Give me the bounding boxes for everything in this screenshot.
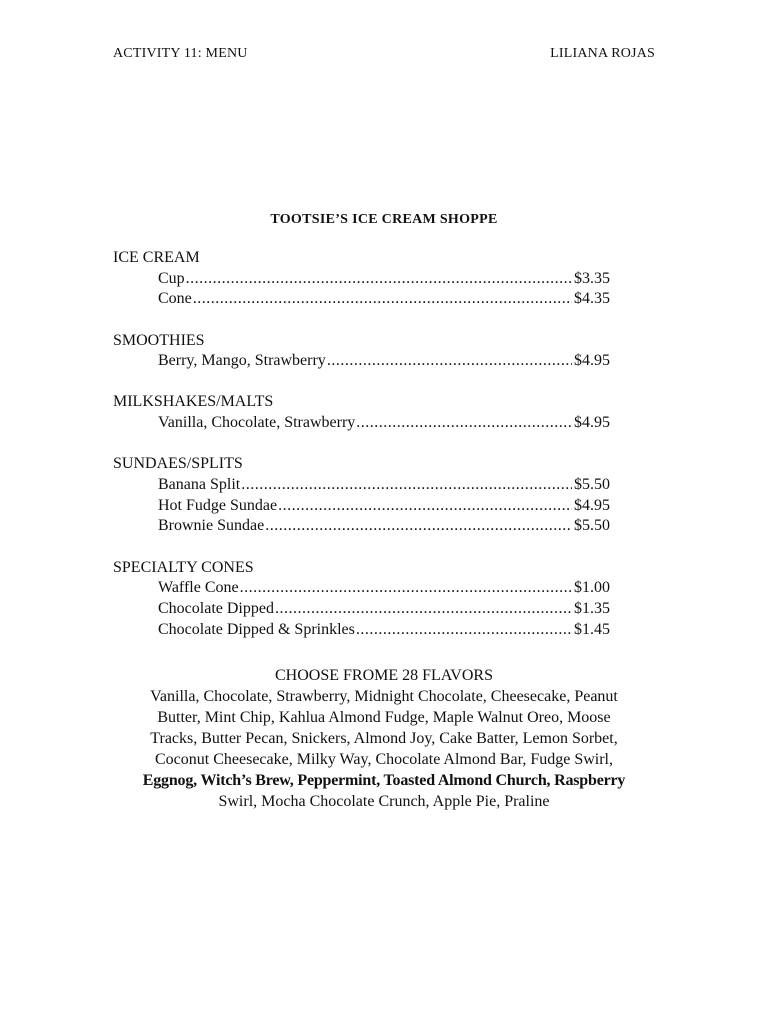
dot-leader	[278, 496, 572, 517]
section-title: ICE CREAM	[113, 249, 200, 266]
item-name: Berry, Mango, Strawberry	[158, 352, 326, 370]
item-price: $3.35	[574, 269, 610, 287]
section-title: MILKSHAKES/MALTS	[113, 393, 274, 411]
menu-list	[113, 248, 613, 661]
flavors-line: Butter, Mint Chip, Kahlua Almond Fudge, Maple Walnut Oreo, Moose	[157, 709, 611, 726]
document-header-right: LILIANA ROJAS	[550, 46, 655, 61]
item-price: $4.35	[574, 290, 610, 308]
flavors-line: Tracks, Butter Pecan, Snickers, Almond Joy, Cake Batter, Lemon Sorbet,	[150, 730, 618, 747]
item-name: Cone	[158, 290, 192, 308]
menu-item	[158, 599, 610, 620]
item-price: $1.45	[574, 620, 610, 638]
item-price: $5.50	[574, 517, 610, 535]
menu-section-smoothies	[113, 331, 613, 372]
item-name: Waffle Cone	[158, 579, 239, 597]
item-name: Brownie Sundae	[158, 517, 265, 535]
menu-item	[158, 620, 610, 641]
menu-section-sundaes	[113, 454, 613, 537]
dot-leader	[240, 578, 572, 599]
item-price: $5.50	[574, 476, 610, 493]
dot-leader	[327, 351, 572, 372]
item-name: Cup	[158, 269, 185, 287]
item-price: $1.00	[574, 579, 610, 597]
menu-title: TOOTSIE’S ICE CREAM SHOPPE	[270, 212, 498, 227]
dot-leader	[193, 289, 572, 310]
document-header-left: ACTIVITY 11: MENU	[113, 46, 248, 61]
item-price: $4.95	[574, 352, 610, 370]
item-price: $4.95	[574, 496, 610, 514]
item-price: $1.35	[574, 599, 610, 617]
dot-leader	[275, 599, 572, 620]
menu-section-specialty-cones	[113, 558, 613, 641]
menu-item	[158, 269, 610, 290]
menu-item	[158, 351, 610, 372]
dot-leader	[265, 516, 572, 537]
item-name: Banana Split	[158, 476, 241, 493]
flavors-title: CHOOSE FROME 28 FLAVORS	[275, 667, 493, 684]
item-name: Chocolate Dipped & Sprinkles	[158, 620, 355, 638]
dot-leader	[186, 269, 572, 290]
menu-item	[158, 413, 610, 434]
flavors-line: Vanilla, Chocolate, Strawberry, Midnight Chocolate, Cheesecake, Peanut	[150, 688, 618, 705]
flavors-line: Swirl, Mocha Chocolate Crunch, Apple Pie, Praline	[218, 793, 550, 810]
item-price: $4.95	[574, 414, 610, 432]
flavors-block	[113, 665, 655, 812]
section-title: SPECIALTY CONES	[113, 558, 254, 576]
item-name: Chocolate Dipped	[158, 599, 274, 617]
menu-item	[158, 496, 610, 517]
dot-leader	[241, 475, 572, 496]
item-name: Hot Fudge Sundae	[158, 496, 278, 514]
dot-leader	[356, 413, 572, 434]
menu-section-milkshakes	[113, 392, 613, 433]
dot-leader	[356, 620, 572, 641]
menu-item	[158, 578, 610, 599]
item-name: Vanilla, Chocolate, Strawberry	[158, 414, 356, 432]
menu-item	[158, 289, 610, 310]
menu-item	[158, 475, 610, 496]
flavors-line: Eggnog, Witch’s Brew, Peppermint, Toasted Almond Church, Raspberry	[142, 772, 626, 789]
menu-section-ice-cream	[113, 248, 613, 310]
section-title: SUNDAES/SPLITS	[113, 455, 243, 473]
flavors-line: Coconut Cheesecake, Milky Way, Chocolate Almond Bar, Fudge Swirl,	[155, 751, 613, 768]
section-title: SMOOTHIES	[113, 331, 205, 349]
menu-item	[158, 516, 610, 537]
